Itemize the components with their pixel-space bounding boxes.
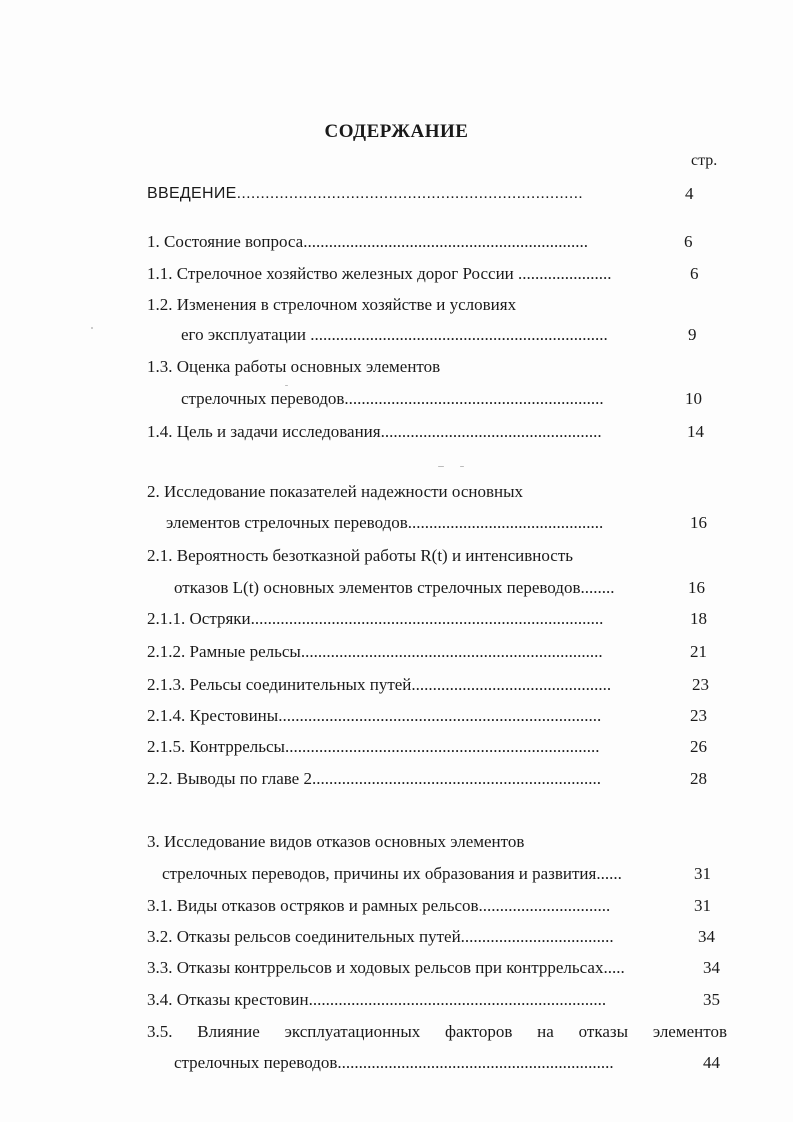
toc-entry-2-1-3 bbox=[147, 675, 685, 695]
scan-speck bbox=[460, 466, 464, 467]
toc-entry-text: элементов стрелочных переводов.............................................. bbox=[166, 513, 604, 532]
toc-entry-text: отказов L(t) основных элементов стрелочных переводов........ bbox=[174, 578, 615, 597]
toc-entry-page: 10 bbox=[685, 389, 702, 408]
toc-entry-page: 21 bbox=[690, 642, 707, 661]
toc-entry-2-cont bbox=[166, 513, 680, 533]
toc-entry-1-1 bbox=[147, 264, 682, 284]
page-column-label: стр. bbox=[691, 152, 718, 169]
toc-entry-page: 34 bbox=[703, 958, 720, 977]
toc-entry-text: ВВЕДЕНИЕ......................................................................... bbox=[147, 185, 584, 202]
toc-entry-3-5-cont bbox=[174, 1053, 693, 1073]
toc-entry-text: 2.2. Выводы по главе 2.................................................................... bbox=[147, 769, 601, 788]
toc-entry-text: 3.3. Отказы контррельсов и ходовых рельсов при контррельсах..... bbox=[147, 958, 625, 977]
toc-entry-text: 2.1.3. Рельсы соединительных путей............................................... bbox=[147, 675, 612, 694]
toc-entry-3-1 bbox=[147, 896, 694, 916]
toc-entry-2-1-5 bbox=[147, 737, 684, 757]
toc-entry-text: 2.1.4. Крестовины............................................................................ bbox=[147, 706, 602, 725]
toc-entry-text: 3.1. Виды отказов остряков и рамных рельсов............................... bbox=[147, 896, 611, 915]
toc-entry-page: 23 bbox=[690, 706, 707, 725]
toc-entry-page: 16 bbox=[690, 513, 707, 532]
toc-entry-page: 35 bbox=[703, 990, 720, 1009]
toc-entry-3-2 bbox=[147, 927, 698, 947]
toc-entry-text: 1.1. Стрелочное хозяйство железных дорог России ...................... bbox=[147, 264, 612, 283]
toc-entry-1-4 bbox=[147, 422, 680, 442]
toc-entry-1-2: 1.2. Изменения в стрелочном хозяйстве и условиях bbox=[147, 295, 517, 314]
toc-entry-2-1-4 bbox=[147, 706, 684, 726]
toc-entry-2-1-2 bbox=[147, 642, 684, 662]
toc-entry-page: 26 bbox=[690, 737, 707, 756]
toc-entry-page: 31 bbox=[694, 896, 711, 915]
toc-entry-3-5: 3.5. Влияние эксплуатационных факторов на отказы элементов bbox=[147, 1022, 727, 1041]
toc-entry-text: стрелочных переводов................................................................. bbox=[174, 1053, 614, 1072]
toc-entry-page: 4 bbox=[685, 184, 694, 203]
toc-entry-page: 28 bbox=[690, 769, 707, 788]
toc-entry-page: 9 bbox=[688, 325, 697, 344]
toc-entry-page: 31 bbox=[694, 864, 711, 883]
toc-title: СОДЕРЖАНИЕ bbox=[324, 121, 469, 142]
toc-entry-text: 3.4. Отказы крестовин...................................................................... bbox=[147, 990, 607, 1009]
scan-speck bbox=[438, 466, 444, 467]
toc-entry-2-1: 2.1. Вероятность безотказной работы R(t) и интенсивность bbox=[147, 546, 574, 565]
toc-entry-3-3 bbox=[147, 958, 703, 978]
toc-entry-text: 3.2. Отказы рельсов соединительных путей.................................... bbox=[147, 927, 614, 946]
toc-entry-text: его эксплуатации ...................................................................... bbox=[181, 325, 608, 344]
toc-entry-page: 23 bbox=[692, 675, 709, 694]
toc-entry-text: 2.1.2. Рамные рельсы....................................................................... bbox=[147, 642, 603, 661]
toc-entry-text: 2.1.1. Остряки................................................................................... bbox=[147, 609, 604, 628]
toc-entry-text: 1. Состояние вопроса................................................................... bbox=[147, 232, 588, 251]
toc-entry-3: 3. Исследование видов отказов основных элементов bbox=[147, 832, 525, 851]
toc-entry-2: 2. Исследование показателей надежности основных bbox=[147, 482, 524, 501]
toc-entry-text: стрелочных переводов, причины их образования и развития...... bbox=[162, 864, 622, 883]
scan-speck bbox=[91, 327, 93, 329]
toc-entry-page: 44 bbox=[703, 1053, 720, 1072]
scan-speck bbox=[285, 385, 288, 386]
toc-entry-3-cont bbox=[162, 864, 694, 884]
toc-entry-page: 6 bbox=[690, 264, 699, 283]
toc-entry-text: стрелочных переводов............................................................. bbox=[181, 389, 604, 408]
toc-entry-2-2 bbox=[147, 769, 686, 789]
toc-entry-2-1-cont bbox=[174, 578, 684, 598]
toc-entry-text: 1.4. Цель и задачи исследования.................................................... bbox=[147, 422, 602, 441]
toc-entry-page: 34 bbox=[698, 927, 715, 946]
toc-entry-3-4 bbox=[147, 990, 703, 1010]
toc-entry-1-3-cont bbox=[181, 389, 681, 409]
toc-entry-1-2-cont bbox=[181, 325, 686, 345]
toc-entry-1 bbox=[147, 232, 682, 252]
toc-entry-page: 14 bbox=[687, 422, 704, 441]
toc-entry-page: 6 bbox=[684, 232, 693, 251]
toc-entry-1-3: 1.3. Оценка работы основных элементов bbox=[147, 357, 441, 376]
toc-entry-2-1-1 bbox=[147, 609, 683, 629]
toc-entry-page: 18 bbox=[690, 609, 707, 628]
toc-entry-text: 2.1.5. Контррельсы.......................................................................... bbox=[147, 737, 600, 756]
toc-entry-introduction bbox=[147, 184, 695, 204]
toc-entry-page: 16 bbox=[688, 578, 705, 597]
